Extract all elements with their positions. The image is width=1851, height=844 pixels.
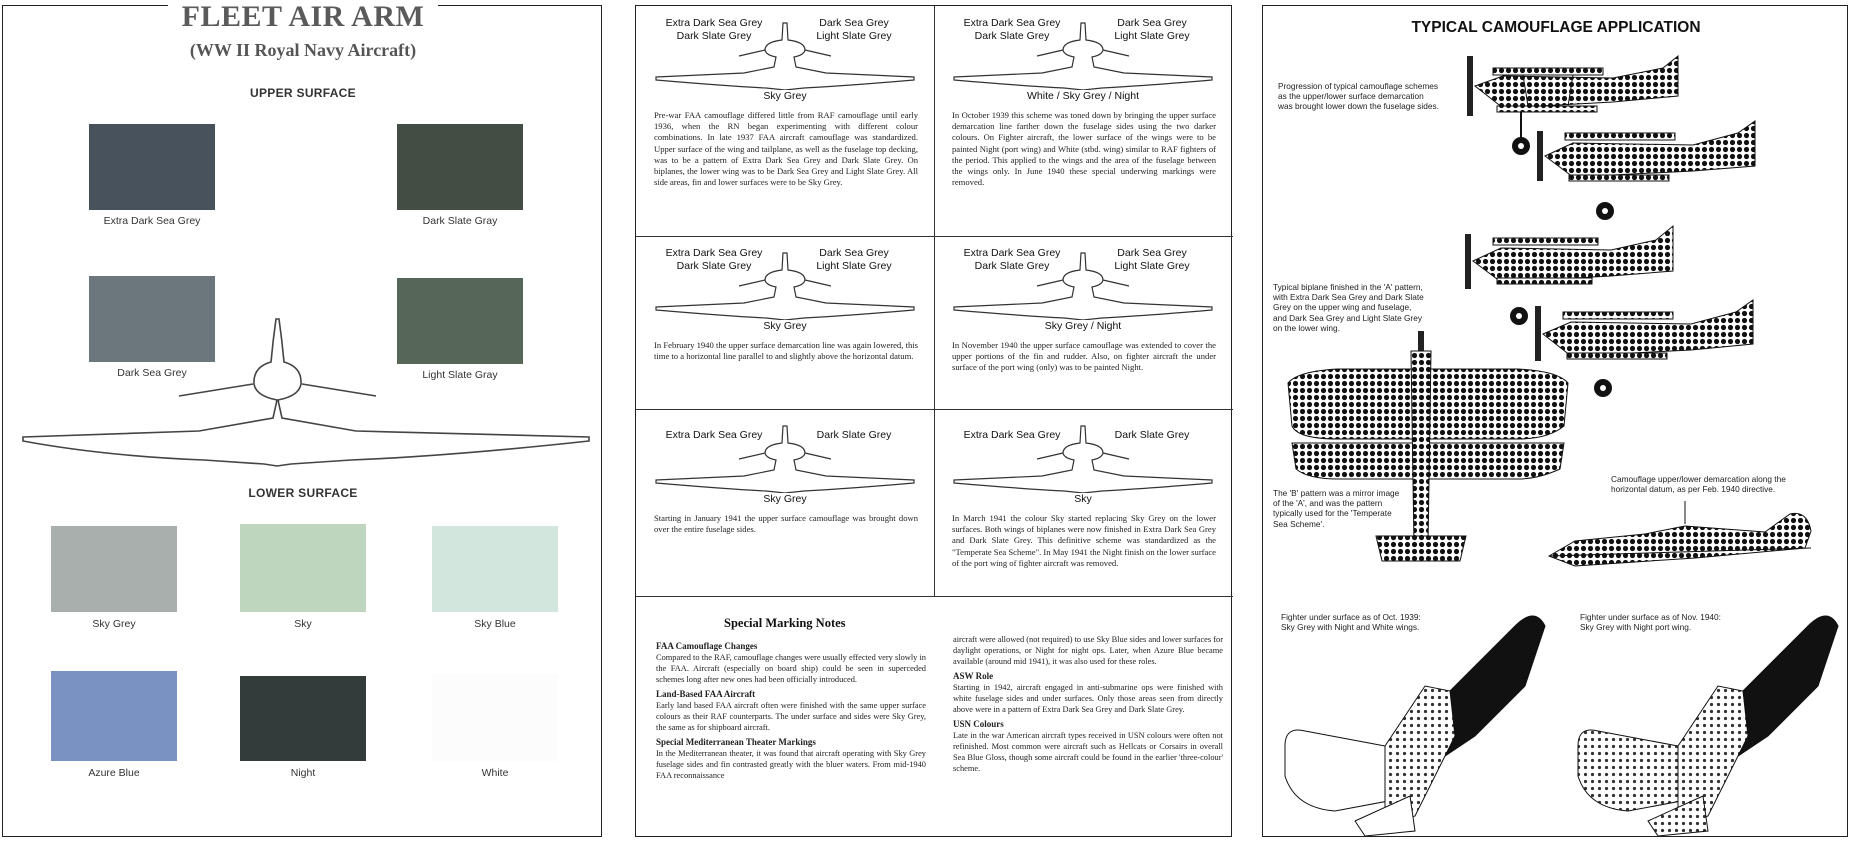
- swatch-sky-blue: [432, 526, 558, 630]
- upper-colors-left: Extra Dark Sea Grey Dark Slate Grey: [963, 247, 1061, 272]
- scheme-cell: [636, 6, 934, 236]
- scheme-description: In October 1939 this scheme was toned down by bringing the upper surface demarcation line farther down the fuselage sides using the two darker colours. On Fighter aircraft, the lower surface of the wings were to be painted Night (port wing) and White (stbd. wing) similar to RAF fighters of the period. This applied to the wings and the area of the fuselage between the wings only. In June 1940 these special underwing markings were removed.: [952, 110, 1216, 188]
- lower-color-label: Sky Grey: [763, 320, 807, 332]
- color-chip: [240, 676, 366, 761]
- note-text: aircraft were allowed (not required) to use Sky Blue sides and lower surfaces for daylight operations, or Night for night ops. Later, when Azure Blue became available (around mid 1941), it was also used for these roles.: [953, 635, 1223, 666]
- note-text: Late in the war American aircraft types received in USN colours were often not refinished. Most common were aircraft such as Hellcats or Corsairs in overall Sea Blue Gloss, though some aircraft could be found in the earlier 'three-colour' scheme.: [953, 731, 1223, 773]
- section-title: TYPICAL CAMOUFLAGE APPLICATION: [1411, 19, 1701, 36]
- swatch-azure-blue: [51, 671, 177, 779]
- swatch-night: [240, 676, 366, 779]
- color-chip: [51, 526, 177, 612]
- upper-colors-right: Dark Sea Grey Light Slate Grey: [816, 247, 892, 272]
- scheme-cell: [934, 6, 1232, 236]
- swatch-label: White: [481, 767, 509, 779]
- swatch-label: Night: [290, 767, 316, 779]
- upper-colors-left: Extra Dark Sea Grey: [665, 429, 763, 441]
- upper-colors-right: Dark Sea Grey Light Slate Grey: [1114, 17, 1190, 42]
- caption-fighter-nov: Fighter under surface as of Nov. 1940: Sky Grey with Night port wing.: [1580, 612, 1721, 633]
- notes-left-column: [656, 638, 926, 785]
- color-chip: [89, 124, 215, 210]
- note-heading: Special Mediterranean Theater Markings: [656, 737, 816, 747]
- scheme-history-panel: [635, 5, 1232, 837]
- scheme-description: Starting in January 1941 the upper surface camouflage was brought down over the entire fuselage sides.: [654, 513, 918, 535]
- upper-colors-right: Dark Sea Grey Light Slate Grey: [1114, 247, 1190, 272]
- note-heading: Land-Based FAA Aircraft: [656, 689, 756, 699]
- lower-color-label: Sky Grey: [763, 493, 807, 505]
- lower-color-label: White / Sky Grey / Night: [1026, 90, 1140, 102]
- upper-surface-heading: UPPER SURFACE: [250, 86, 356, 100]
- caption-demarcation: Camouflage upper/lower demarcation along the horizontal datum, as per Feb. 1940 directive.: [1611, 474, 1786, 495]
- scheme-cell: [636, 409, 934, 596]
- swatch-label: Sky: [294, 618, 312, 630]
- upper-colors-right: Dark Slate Grey: [1114, 429, 1190, 441]
- note-text: Compared to the RAF, camouflage changes were usually effected very slowly in the FAA. Aircraft (especially on board ship) could be seen in superceded schemes long after new ones had been officially introduced.: [656, 653, 926, 684]
- lower-color-label: Sky Grey: [763, 90, 807, 102]
- note-heading: USN Colours: [953, 719, 1004, 729]
- color-chip: [240, 524, 366, 612]
- upper-colors-left: Extra Dark Sea Grey Dark Slate Grey: [665, 17, 763, 42]
- scheme-description: In February 1940 the upper surface demarcation line was again lowered, this time to a horizontal line parallel to and slightly above the horizontal datum.: [654, 340, 918, 362]
- biplane-side-view-2: [1533, 111, 1763, 231]
- upper-colors-left: Extra Dark Sea Grey Dark Slate Grey: [963, 17, 1061, 42]
- upper-colors-right: Dark Slate Grey: [816, 429, 892, 441]
- note-text: In the Mediterranean theater, it was found that aircraft operating with Sky Grey fuselage sides and fin contrasted greatly with the bluer waters. From mid-1940 FAA reconnaissance: [656, 749, 926, 780]
- camouflage-application-panel: [1262, 5, 1848, 837]
- divider: [636, 596, 1233, 597]
- scheme-cell: [636, 236, 934, 409]
- aircraft-front-silhouette: [21, 314, 591, 474]
- swatch-label: Sky Grey: [92, 618, 136, 630]
- swatch-label: Light Slate Gray: [422, 369, 498, 381]
- notes-title: Special Marking Notes: [724, 616, 846, 630]
- note-heading: FAA Camouflage Changes: [656, 641, 758, 651]
- caption-biplane-a: Typical biplane finished in the 'A' pattern, with Extra Dark Sea Grey and Dark Slate Grey on the upper wing and fuselage, and Dark Sea Grey and Light Slate Grey on the lower wing.: [1273, 282, 1424, 333]
- swatch-dark-slate-gray: [397, 124, 523, 227]
- swatch-sky-grey: [51, 526, 177, 630]
- note-text: Early land based FAA aircraft often were finished with the same upper surface colours as their RAF counterparts. The under surface and sides were Sky Grey, the same as for shipboard aircraft.: [656, 701, 926, 732]
- swatch-label: Sky Blue: [474, 618, 516, 630]
- swatch-sky: [240, 524, 366, 630]
- swatch-label: Azure Blue: [88, 767, 140, 779]
- swatch-white: [432, 674, 558, 779]
- swatch-label: Dark Slate Gray: [422, 215, 498, 227]
- upper-colors-left: Extra Dark Sea Grey Dark Slate Grey: [665, 247, 763, 272]
- color-chip: [397, 124, 523, 210]
- color-chip: [432, 674, 558, 761]
- caption-progression: Progression of typical camouflage schemes as the upper/lower surface demarcation was brought lower down the fuselage sides.: [1278, 81, 1439, 112]
- color-chip: [432, 526, 558, 612]
- swatch-label: Extra Dark Sea Grey: [103, 215, 201, 227]
- note-text: Starting in 1942, aircraft engaged in anti-submarine ops were finished with white fuselage sides and under surfaces. Only those areas seen from directly above were in a pattern of Extra Dark Sea Grey and Dark Slate Grey.: [953, 683, 1223, 714]
- scheme-cell: [934, 236, 1232, 409]
- notes-right-column: [953, 634, 1223, 778]
- lower-surface-heading: LOWER SURFACE: [248, 486, 358, 500]
- scheme-description: Pre-war FAA camouflage differed little from RAF camouflage until early 1936, when the RN began experimenting with different colour combinations. In late 1937 FAA aircraft camouflage was standardized. Upper surface of the wing and tailplane, as well as the fuselage top decking, was to be a pattern of Extra Dark Sea Grey and Dark Slate Grey. On biplanes, the lower wing was to be Dark Sea Grey and Light Slate Grey. All side areas, fin and lower surfaces were to be Sky Grey.: [654, 110, 918, 188]
- lower-color-label: Sky Grey / Night: [1044, 320, 1122, 332]
- biplane-top-view: [1278, 331, 1578, 576]
- scheme-description: In March 1941 the colour Sky started replacing Sky Grey on the lower surfaces. Both wings of biplanes were now finished in Extra Dark Sea Grey and Dark Slate Grey. This definitive scheme was standardized as the "Temperate Sea Scheme". In May 1941 the Night finish on the lower surface of the port wing of fighter aircraft was removed.: [952, 513, 1216, 568]
- fighter-underside-nov-1940: [1568, 596, 1848, 836]
- page-subtitle: (WW II Royal Navy Aircraft): [189, 40, 417, 60]
- page-title: FLEET AIR ARM: [3, 8, 603, 42]
- swatch-extra-dark-sea-grey: [89, 124, 215, 227]
- note-heading: ASW Role: [953, 671, 994, 681]
- color-chip: [51, 671, 177, 761]
- upper-colors-left: Extra Dark Sea Grey: [963, 429, 1061, 441]
- color-chart-panel: [2, 0, 602, 837]
- swatch-label: Dark Sea Grey: [117, 367, 187, 379]
- upper-colors-right: Dark Sea Grey Light Slate Grey: [816, 17, 892, 42]
- monoplane-side-view: [1545, 496, 1815, 576]
- caption-fighter-oct: Fighter under surface as of Oct. 1939: Sky Grey with Night and White wings.: [1281, 612, 1421, 633]
- caption-pattern-b: The 'B' pattern was a mirror image of the 'A', and was the pattern typically used for the 'Temperate Sea Scheme'.: [1273, 488, 1400, 529]
- scheme-cell: [934, 409, 1232, 596]
- scheme-description: In November 1940 the upper surface camouflage was extended to cover the upper portions of the fin and rudder. Also, on fighter aircraft the under surface of the port wing (only) was to be painted Night.: [952, 340, 1216, 373]
- lower-color-label: Sky: [1074, 493, 1092, 505]
- fighter-underside-oct-1939: [1275, 596, 1555, 836]
